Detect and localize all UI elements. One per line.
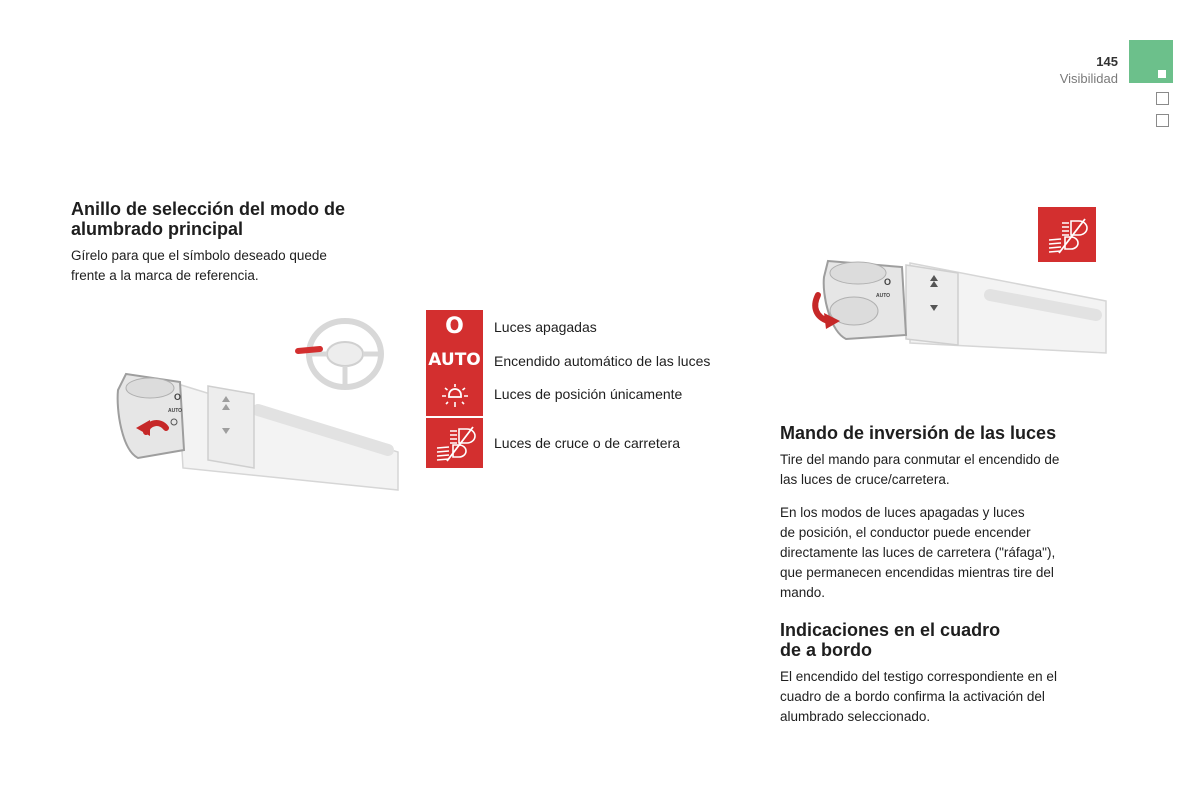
beam-switch-p2-line-2: de posición, el conductor puede encender: [780, 525, 1031, 540]
dashboard-line-1: El encendido del testigo correspondiente en el: [780, 669, 1057, 684]
dashboard-title-line-2: de a bordo: [780, 640, 873, 660]
right-stalk-off-mark: O: [884, 277, 892, 287]
beam-switch-p2-line-5: mando.: [780, 585, 826, 600]
beam-switch-stalk-illustration: [810, 255, 1108, 355]
dashboard-line-2: cuadro de a bordo confirma la activación del: [780, 689, 1045, 704]
dashboard-line-3: alumbrado seleccionado.: [780, 709, 931, 724]
legend-label-beam: Luces de cruce o de carretera: [494, 435, 680, 451]
lighting-stalk-illustration: [108, 370, 400, 495]
beam-switch-p2-line-1: En los modos de luces apagadas y luces: [780, 505, 1025, 520]
main-lighting-ring-description: [71, 246, 411, 286]
title-line-2: alumbrado principal: [71, 219, 244, 239]
page-number: 145: [1096, 54, 1118, 69]
position-lamp-glyph: [440, 381, 470, 411]
chapter-tab[interactable]: [1129, 40, 1173, 83]
beam-switch-paragraph-1: [780, 450, 1140, 490]
beam-switch-p1-line-2: las luces de cruce/carretera.: [780, 472, 950, 487]
stalk-highlight: [298, 349, 320, 351]
stalk-auto-mark: AUTO: [168, 408, 183, 414]
lights-off-icon: [426, 310, 483, 343]
description-line-1: Gírelo para que el símbolo deseado quede: [71, 248, 327, 263]
beam-switch-p2-line-4: que permanecen encendidas mientras tire del: [780, 565, 1054, 580]
lights-off-icon-label: O: [445, 314, 464, 339]
auto-lights-icon: [426, 343, 483, 376]
nav-square-3[interactable]: [1156, 114, 1169, 127]
section-label: Visibilidad: [1059, 71, 1118, 86]
legend-label-off: Luces apagadas: [494, 319, 597, 335]
beam-glyph: [431, 423, 479, 463]
dashboard-indications-title: [780, 620, 1140, 660]
auto-lights-icon-label: AUTO: [428, 349, 481, 370]
title-line-1: Anillo de selección del modo de: [71, 199, 346, 219]
beam-switch-indicator-icon: [1038, 207, 1096, 262]
dipped-main-beam-icon: [426, 418, 483, 468]
nav-square-2[interactable]: [1156, 92, 1169, 105]
beam-switch-p2-line-3: directamente las luces de carretera ("ráfaga"),: [780, 545, 1056, 560]
description-line-2: frente a la marca de referencia.: [71, 268, 259, 283]
active-tab-square: [1158, 70, 1166, 78]
dashboard-indications-paragraph: [780, 667, 1140, 727]
beam-switch-p1-line-1: Tire del mando para conmutar el encendido de: [780, 452, 1060, 467]
right-stalk-auto-mark: AUTO: [876, 293, 891, 299]
legend-label-auto: Encendido automático de las luces: [494, 353, 711, 369]
dashboard-title-line-1: Indicaciones en el cuadro: [780, 620, 1001, 640]
beam-indicator-glyph: [1043, 215, 1091, 255]
beam-switch-paragraph-2: [780, 503, 1140, 603]
stalk-off-mark: O: [174, 392, 182, 402]
position-lights-icon: [426, 376, 483, 416]
beam-switch-title: Mando de inversión de las luces: [780, 423, 1057, 443]
main-lighting-ring-title: [71, 199, 411, 239]
legend-label-position: Luces de posición únicamente: [494, 386, 683, 402]
